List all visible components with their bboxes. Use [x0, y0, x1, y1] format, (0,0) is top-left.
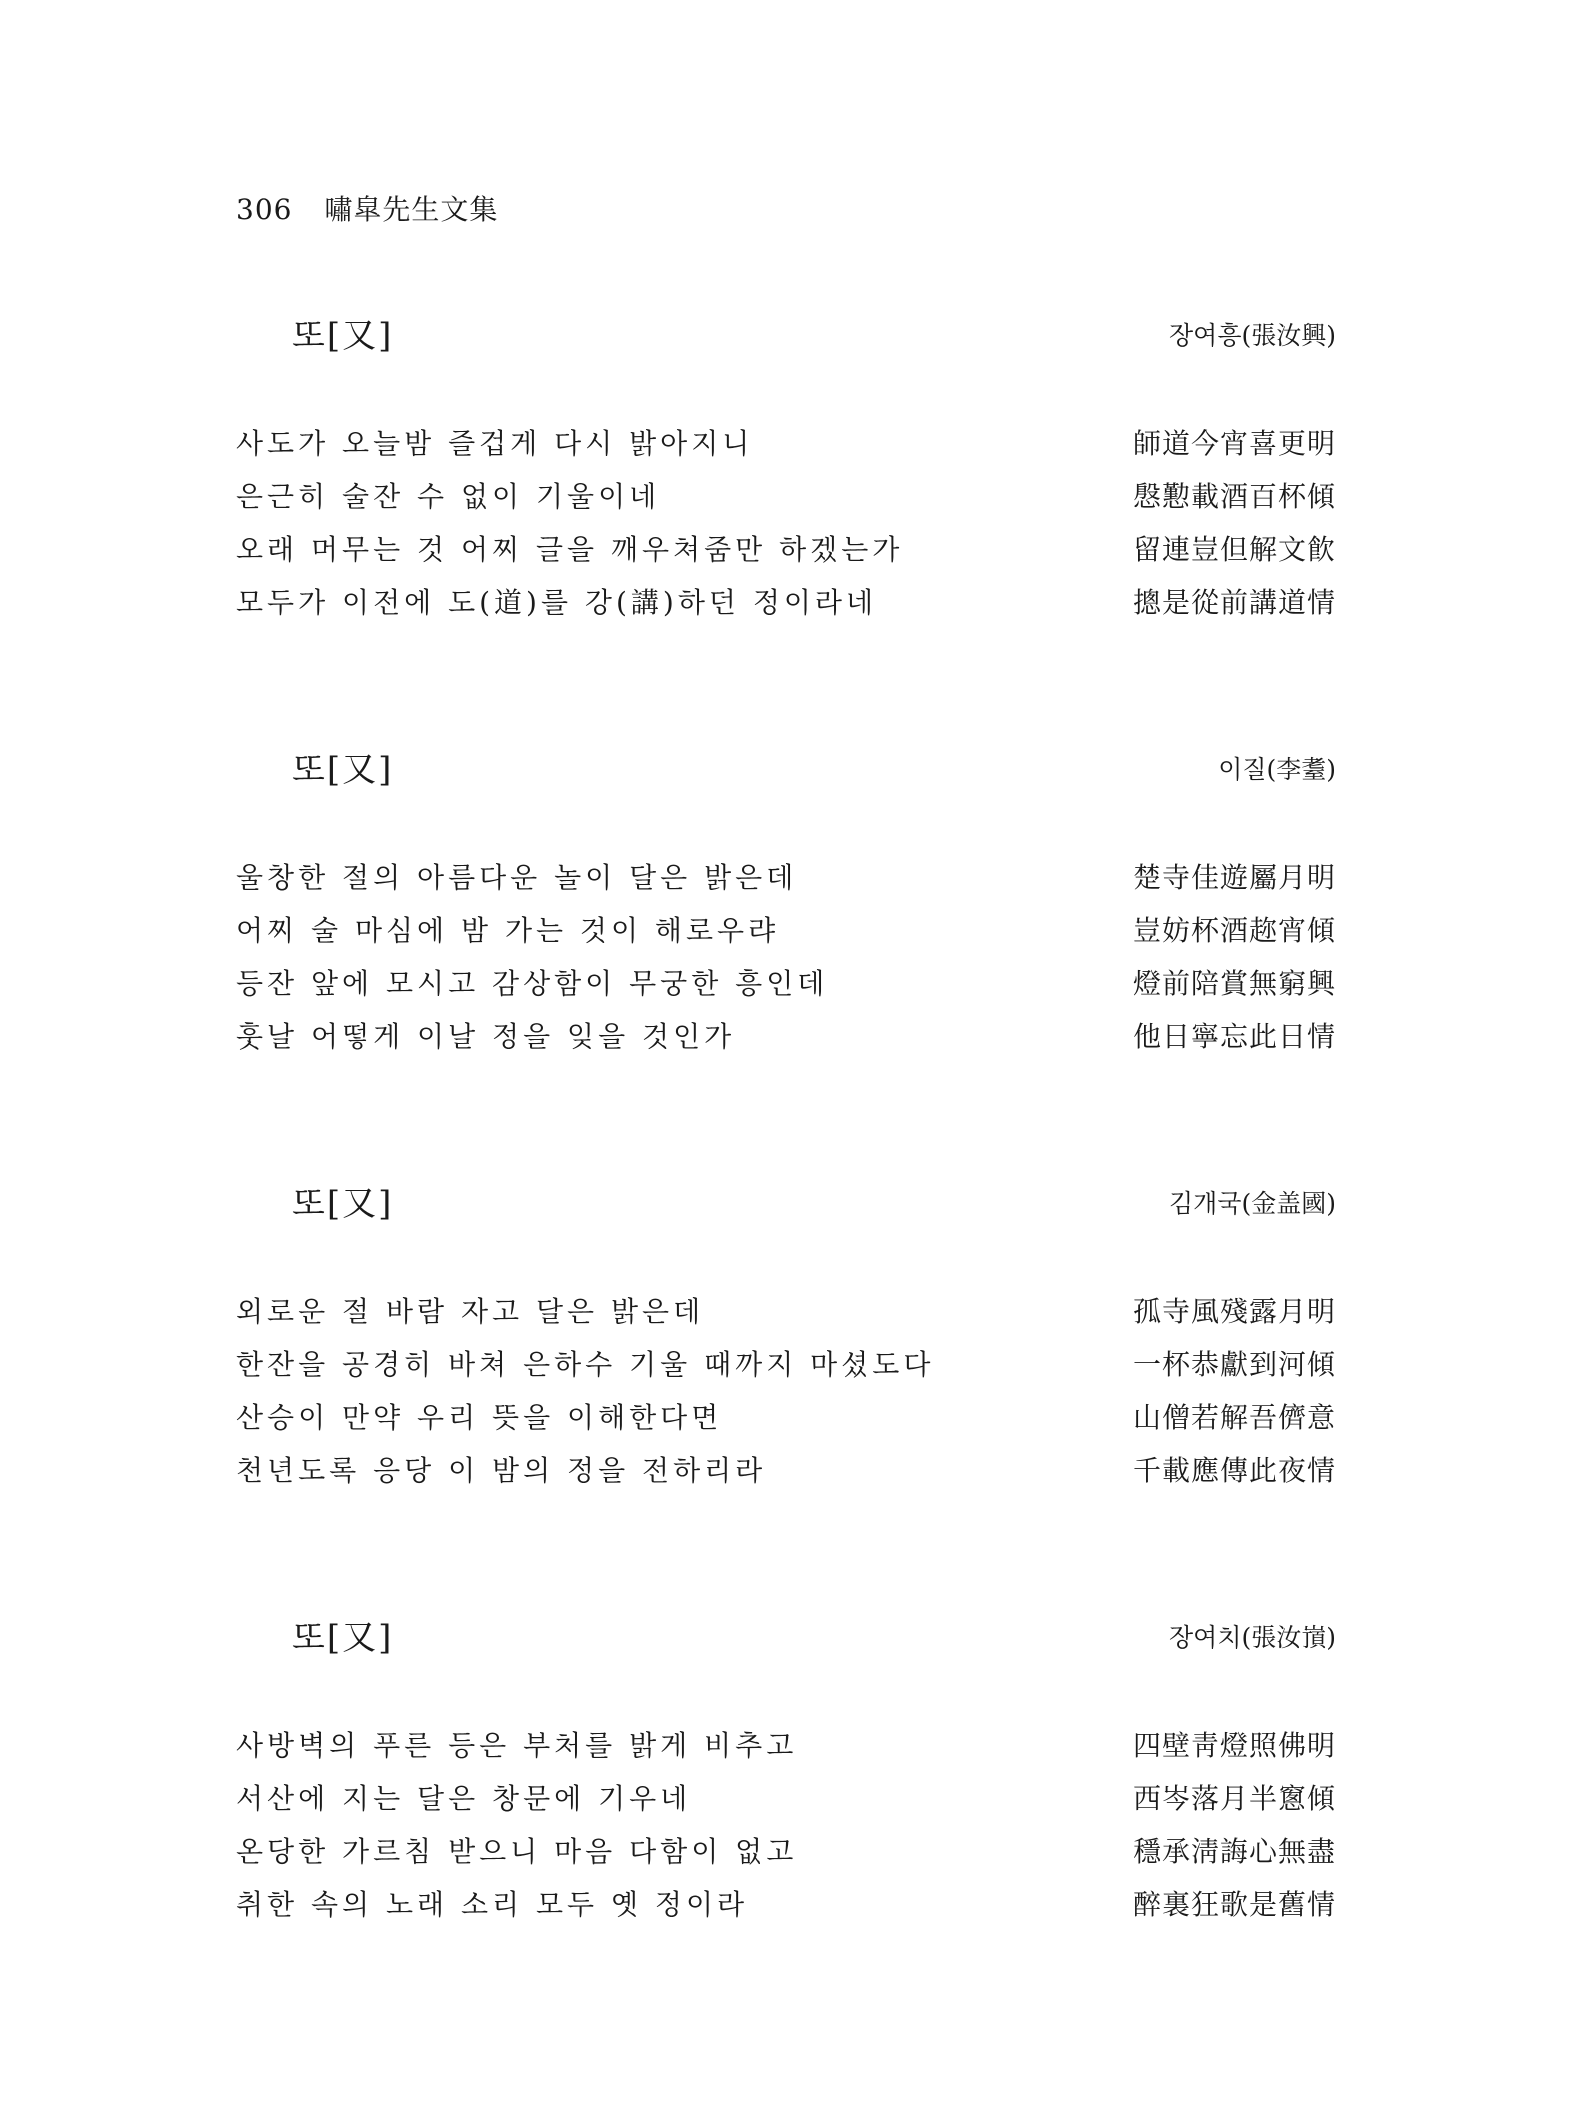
hanja-original: 山僧若解吾儕意	[1132, 1401, 1336, 1434]
korean-translation: 오래 머무는 것 어찌 글을 깨우쳐줌만 하겠는가	[236, 533, 904, 566]
poem-title: 또[又]	[292, 1184, 394, 1224]
poem-line	[236, 909, 1336, 962]
poem-title: 또[又]	[292, 750, 394, 790]
poem-line	[236, 1396, 1336, 1449]
hanja-original: 留連豈但解文飮	[1132, 533, 1336, 566]
korean-translation: 등잔 앞에 모시고 감상함이 무궁한 흥인데	[236, 967, 829, 1000]
poem-author: 이질(李耋)	[1218, 755, 1336, 784]
book-title: 嘯皐先生文集	[324, 193, 499, 226]
poem-line	[236, 1343, 1336, 1396]
poem-heading	[236, 742, 1336, 802]
poem-title: 또[又]	[292, 316, 394, 356]
korean-translation: 산승이 만약 우리 뜻을 이해한다면	[236, 1401, 723, 1434]
poem-heading	[236, 1610, 1336, 1670]
hanja-original: 一杯恭獻到河傾	[1132, 1348, 1336, 1381]
poem-line	[236, 581, 1336, 634]
poem-line	[236, 1290, 1336, 1343]
hanja-original: 醉裏狂歌是舊情	[1132, 1888, 1336, 1921]
hanja-original: 他日寧忘此日情	[1132, 1020, 1336, 1053]
poem-line	[236, 1883, 1336, 1936]
poem	[236, 1176, 1336, 1487]
poem-line	[236, 475, 1336, 528]
page-header	[236, 188, 498, 228]
korean-translation: 취한 속의 노래 소리 모두 옛 정이라	[236, 1888, 749, 1921]
hanja-original: 孤寺風殘露月明	[1132, 1295, 1336, 1328]
korean-translation: 천년도록 응당 이 밤의 정을 전하리라	[236, 1454, 767, 1487]
poem	[236, 742, 1336, 1053]
korean-translation: 훗날 어떻게 이날 정을 잊을 것인가	[236, 1020, 736, 1053]
poem-line	[236, 1015, 1336, 1068]
korean-translation: 외로운 절 바람 자고 달은 밝은데	[236, 1295, 705, 1328]
poem-lines	[236, 1724, 1336, 1936]
korean-translation: 모두가 이전에 도(道)를 강(講)하던 정이라네	[236, 586, 878, 619]
korean-translation: 서산에 지는 달은 창문에 기우네	[236, 1782, 692, 1815]
korean-translation: 어찌 술 마심에 밤 가는 것이 해로우랴	[236, 914, 780, 947]
hanja-original: 千載應傳此夜情	[1132, 1454, 1336, 1487]
poem-heading	[236, 308, 1336, 368]
hanja-original: 師道今宵喜更明	[1132, 427, 1336, 460]
poem-line	[236, 1724, 1336, 1777]
page-number: 306	[236, 193, 293, 226]
poem-line	[236, 962, 1336, 1015]
korean-translation: 온당한 가르침 받으니 마음 다함이 없고	[236, 1835, 798, 1868]
poem-line	[236, 856, 1336, 909]
hanja-original: 豈妨杯酒趂宵傾	[1132, 914, 1336, 947]
hanja-original: 四壁靑燈照佛明	[1132, 1729, 1336, 1762]
poem-heading	[236, 1176, 1336, 1236]
korean-translation: 은근히 술잔 수 없이 기울이네	[236, 480, 661, 513]
korean-translation: 한잔을 공경히 바쳐 은하수 기울 때까지 마셨도다	[236, 1348, 935, 1381]
poem-author: 장여흥(張汝興)	[1169, 321, 1336, 350]
korean-translation: 울창한 절의 아름다운 놀이 달은 밝은데	[236, 861, 798, 894]
poem	[236, 308, 1336, 619]
korean-translation: 사도가 오늘밤 즐겁게 다시 밝아지니	[236, 427, 754, 460]
hanja-original: 摠是從前講道情	[1132, 586, 1336, 619]
poem-line	[236, 1777, 1336, 1830]
hanja-original: 慇懃載酒百杯傾	[1132, 480, 1336, 513]
poem-title: 또[又]	[292, 1618, 394, 1658]
poem-line	[236, 422, 1336, 475]
poem	[236, 1610, 1336, 1921]
poem-lines	[236, 1290, 1336, 1502]
hanja-original: 西岑落月半窻傾	[1132, 1782, 1336, 1815]
hanja-original: 燈前陪賞無窮興	[1132, 967, 1336, 1000]
poem-lines	[236, 856, 1336, 1068]
poem-author: 장여치(張汝嵿)	[1169, 1623, 1336, 1652]
poem-author: 김개국(金盖國)	[1169, 1189, 1336, 1218]
poem-line	[236, 1449, 1336, 1502]
poem-line	[236, 528, 1336, 581]
poem-line	[236, 1830, 1336, 1883]
korean-translation: 사방벽의 푸른 등은 부처를 밝게 비추고	[236, 1729, 798, 1762]
hanja-original: 穩承淸誨心無盡	[1132, 1835, 1336, 1868]
poem-lines	[236, 422, 1336, 634]
hanja-original: 楚寺佳遊屬月明	[1132, 861, 1336, 894]
